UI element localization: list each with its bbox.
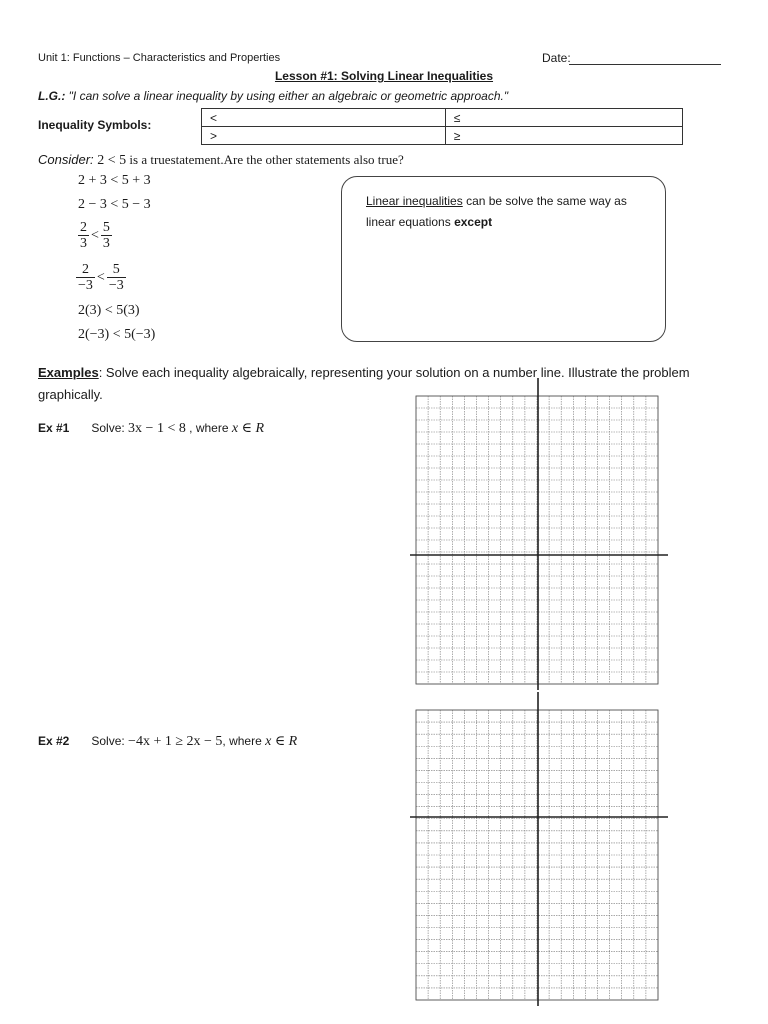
note-bold: except (454, 215, 493, 229)
denominator: −3 (78, 278, 93, 293)
operator: < (91, 227, 99, 243)
denominator: 3 (80, 236, 87, 251)
consider-statement (38, 152, 404, 169)
math-line-5: 2(3) < 5(3) (78, 303, 140, 318)
note-text-1: can be solve the same way as (462, 194, 627, 208)
example-2-label: Ex #2 (38, 734, 70, 748)
math-line-1: 2 + 3 < 5 + 3 (78, 173, 151, 188)
example-2-domain: x ∈ R (265, 734, 298, 749)
math-line-3 (78, 220, 112, 251)
table-cell: < (202, 109, 446, 127)
consider-text: is a truestatement.Are the other statements also true? (126, 152, 404, 167)
math-line-6: 2(−3) < 5(−3) (78, 327, 156, 342)
learning-goal-text: "I can solve a linear inequality by using either an algebraic or geometric approach." (65, 89, 509, 103)
example-1-label: Ex #1 (38, 421, 70, 435)
table-cell: ≤ (445, 109, 682, 127)
example-2-solve: Solve: (91, 734, 125, 748)
operator: < (96, 269, 105, 285)
denominator: 3 (102, 236, 110, 251)
numerator: 2 (80, 220, 87, 235)
note-underlined: Linear inequalities (366, 194, 463, 208)
fraction (107, 262, 126, 293)
fraction (101, 220, 112, 251)
lesson-title: Lesson #1: Solving Linear Inequalities (274, 69, 494, 83)
denominator: −3 (108, 278, 124, 293)
learning-goal-label: L.G.: (38, 89, 66, 103)
inequality-symbols-table (201, 108, 683, 145)
note-text-2: linear equations (366, 215, 455, 229)
examples-intro: : Solve each inequality algebraically, representing your solution on a number line. Illustrate the problem graphically. (38, 365, 690, 402)
table-row (202, 109, 683, 127)
examples-label: Examples (38, 365, 99, 380)
coordinate-grid-2 (410, 692, 668, 1006)
example-1-solve: Solve: (91, 421, 125, 435)
table-cell: ≥ (445, 127, 682, 145)
consider-inequality: 2 < 5 (97, 153, 127, 168)
example-2-expression: −4x + 1 ≥ 2x − 5 (128, 734, 223, 749)
numerator: 2 (76, 262, 95, 278)
unit-title: Unit 1: Functions – Characteristics and Properties (38, 52, 281, 64)
numerator: 5 (102, 220, 110, 235)
table-cell: > (202, 127, 446, 145)
note-box (341, 176, 666, 342)
date-label: Date: (542, 51, 571, 65)
table-row (202, 127, 683, 145)
consider-label: Consider: (38, 152, 94, 167)
fraction (76, 262, 95, 293)
coordinate-grid-1 (410, 378, 668, 690)
math-line-2: 2 − 3 < 5 − 3 (78, 197, 151, 212)
example-1 (38, 420, 264, 437)
inequality-symbols-label: Inequality Symbols: (38, 118, 152, 132)
example-2 (38, 733, 297, 750)
math-line-4 (76, 262, 126, 293)
example-2-where: , where (222, 734, 266, 748)
example-1-where: , where (185, 421, 232, 435)
example-1-domain: x ∈ R (231, 421, 265, 436)
learning-goal (38, 89, 508, 103)
example-1-expression: 3x − 1 < 8 (128, 421, 186, 436)
fraction (78, 220, 89, 251)
numerator: 5 (107, 262, 126, 278)
date-line (569, 64, 721, 65)
